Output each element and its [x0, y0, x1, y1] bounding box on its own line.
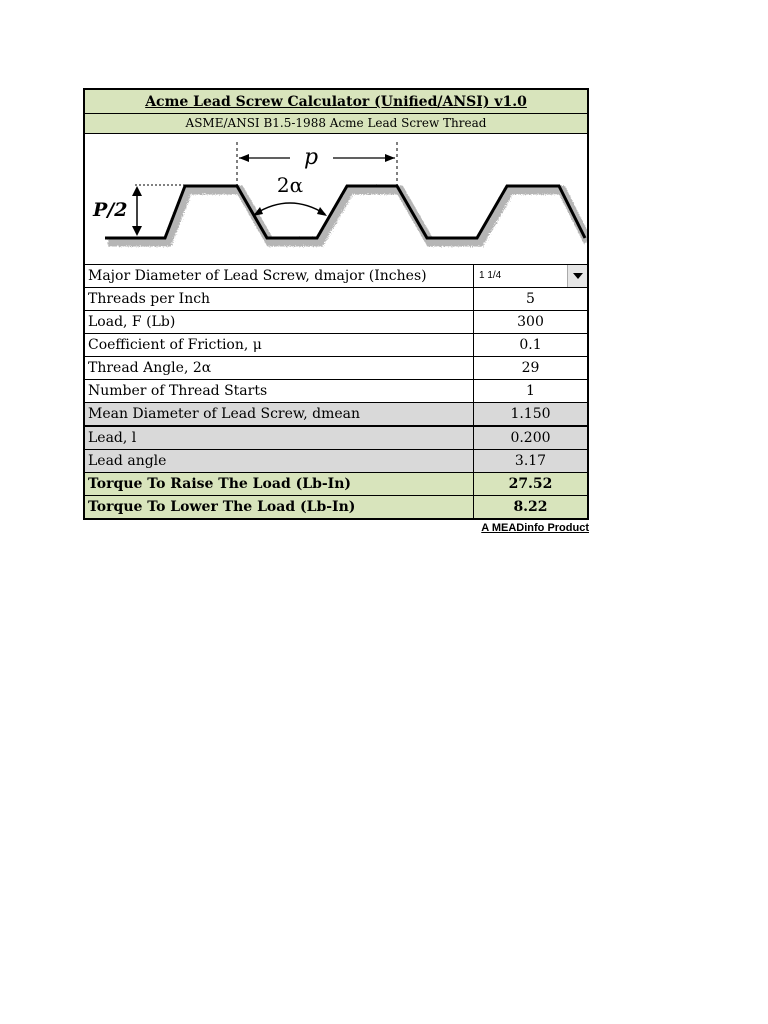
title-block	[85, 90, 587, 134]
major-diameter-select[interactable]	[474, 265, 587, 287]
row-label: Mean Diameter of Lead Screw, dmean	[85, 403, 474, 425]
thread-starts-input[interactable]: 1	[526, 383, 535, 399]
calculator-table	[83, 88, 589, 520]
row-threads-per-inch	[85, 288, 587, 311]
friction-input[interactable]: 0.1	[519, 337, 542, 353]
row-label: Coefficient of Friction, μ	[85, 334, 474, 356]
height-label: P/2	[93, 199, 128, 221]
torque-lower-value: 8.22	[513, 499, 548, 515]
lead-angle-value: 3.17	[514, 453, 547, 469]
angle-label: 2α	[276, 173, 304, 197]
row-mean-diameter	[85, 403, 587, 427]
mean-diameter-value: 1.150	[510, 406, 551, 422]
chevron-down-icon	[573, 273, 583, 279]
calculator-title: Acme Lead Screw Calculator (Unified/ANSI) v1.0	[145, 94, 527, 110]
thread-angle-input[interactable]: 29	[521, 360, 540, 376]
major-diameter-value: 1 1/4	[479, 270, 502, 281]
row-label: Number of Thread Starts	[85, 380, 474, 402]
acme-thread-profile	[85, 134, 587, 264]
row-label: Load, F (Lb)	[85, 311, 474, 333]
thread-diagram	[85, 134, 587, 265]
threads-per-inch-input[interactable]: 5	[526, 291, 535, 307]
dropdown-button[interactable]	[567, 265, 587, 287]
calculator-subtitle: ASME/ANSI B1.5-1988 Acme Lead Screw Thread	[85, 113, 587, 133]
row-torque-raise	[85, 473, 587, 496]
row-label: Threads per Inch	[85, 288, 474, 310]
row-label: Major Diameter of Lead Screw, dmajor (Inches)	[85, 265, 474, 287]
load-input[interactable]: 300	[517, 314, 544, 330]
row-thread-angle	[85, 357, 587, 380]
meadinfo-link[interactable]: A MEADinfo Product	[481, 522, 589, 534]
row-label: Lead, l	[85, 427, 474, 449]
row-lead	[85, 427, 587, 450]
row-label: Torque To Raise The Load (Lb-In)	[85, 473, 474, 495]
row-torque-lower	[85, 496, 587, 518]
torque-raise-value: 27.52	[508, 476, 553, 492]
row-lead-angle	[85, 450, 587, 473]
row-label: Lead angle	[85, 450, 474, 472]
row-friction	[85, 334, 587, 357]
row-label: Torque To Lower The Load (Lb-In)	[85, 496, 474, 518]
row-label: Thread Angle, 2α	[85, 357, 474, 379]
lead-value: 0.200	[510, 430, 551, 446]
row-load	[85, 311, 587, 334]
row-major-diameter	[85, 265, 587, 288]
row-thread-starts	[85, 380, 587, 403]
pitch-label: p	[303, 145, 319, 170]
